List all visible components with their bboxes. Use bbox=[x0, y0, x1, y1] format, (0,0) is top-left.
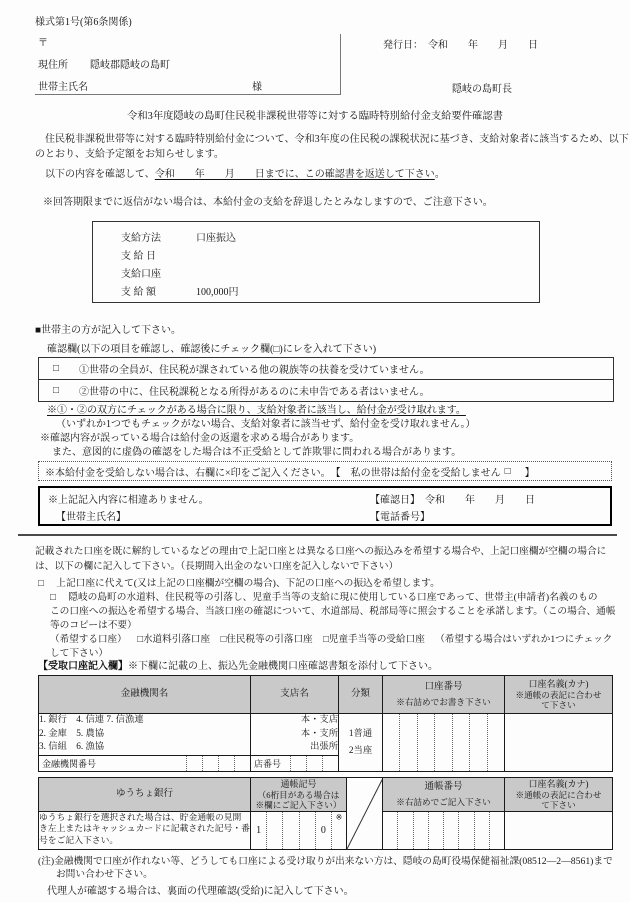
holder-header-line1: 口座名義(カナ) bbox=[528, 678, 589, 689]
deadline-suffix: 。 bbox=[434, 169, 445, 180]
section-divider bbox=[18, 534, 617, 536]
mayor-title: 隠岐の島町長 bbox=[452, 84, 512, 95]
phone-number-field[interactable]: 【電話番号】 bbox=[370, 512, 430, 523]
decline-bracket-close: 】 bbox=[514, 467, 535, 479]
deadline-underlined: 令和 年 月 日までに、この確認書を返送して下さい bbox=[154, 169, 435, 180]
decline-checkbox[interactable]: □ bbox=[504, 465, 511, 477]
existing-account-text: 隠岐の島町の水道料、住民税等の引落し、児童手当等の支給に現に使用している口座であって、世帯主(申請者)名義のもの bbox=[68, 592, 598, 603]
alt-account-paragraph-line2: は、以下の欄に記入して下さい。（長期間入出金のない口座を記入しないで下さい） bbox=[35, 561, 399, 572]
digit-slot[interactable] bbox=[458, 812, 473, 849]
payment-date-label: 支 給 日 bbox=[121, 251, 156, 262]
preferred-account-note-line2: して下さい） bbox=[50, 648, 109, 659]
error-return-note: ※確認内容が誤っている場合は給付金の返還を求める場合があります。 bbox=[40, 433, 360, 444]
accuracy-statement: ※上記記入内容に相違ありません。 bbox=[48, 495, 209, 506]
passbook-number-header-line2: ※右詰めでご記入下さい bbox=[396, 797, 491, 808]
branch-number-cell bbox=[251, 756, 339, 772]
account-number-header-line2: ※右詰めでお書き下さい bbox=[396, 697, 491, 708]
item1-text: ①世帯の全員が、住民税が課されている他の親族等の扶養を受けていません。 bbox=[79, 365, 430, 376]
alt-transfer-text: 上記口座に代えて(又は上記の口座欄が空欄の場合)、下記の口座への振込を希望します。 bbox=[56, 578, 440, 589]
yucho-holder-cell[interactable] bbox=[505, 812, 613, 850]
digit-slot[interactable] bbox=[428, 812, 443, 849]
existing-account-option bbox=[50, 592, 598, 604]
yucho-instruction-cell: ゆうちょ銀行を選択された場合は、貯金通帳の見開き左上またはキャッシュカードに記載された記号・番号をご記入下さい。 bbox=[39, 812, 251, 850]
issue-date: 発行日： 令和 年 月 日 bbox=[383, 40, 538, 51]
institution-options-cell[interactable] bbox=[39, 714, 251, 756]
passbook-symbol-slots[interactable] bbox=[251, 812, 346, 849]
digit-slot[interactable] bbox=[399, 714, 416, 771]
child-allowance-account-checkbox[interactable]: □ bbox=[323, 634, 329, 645]
contact-note-line2: お問い合わせ下さい。 bbox=[56, 869, 153, 880]
digit-slot[interactable] bbox=[413, 812, 428, 849]
institution-options-line3: 3. 信組 6. 漁協 bbox=[39, 742, 105, 753]
payment-method-label: 支給方法 bbox=[121, 233, 161, 244]
symbol-prefill-1[interactable]: 1 bbox=[256, 825, 262, 836]
passbook-number-cell bbox=[383, 812, 505, 850]
payment-method-value: 口座振込 bbox=[196, 233, 236, 244]
decline-box bbox=[38, 461, 612, 481]
tax-account-label: 住民税等の引落口座 bbox=[226, 634, 313, 645]
type-header-text: 分類 bbox=[350, 688, 370, 699]
household-head-section-heading: ■世帯主の方が記入して下さい。 bbox=[35, 325, 182, 336]
yucho-bank-header bbox=[39, 778, 251, 812]
branch-header bbox=[251, 676, 339, 714]
account-entry-caption-note: ※下欄に記載の上、振込先金融機関口座確認書類を添付して下さい。 bbox=[128, 661, 438, 672]
digit-slot[interactable] bbox=[452, 714, 469, 771]
account-type-current: 2当座 bbox=[348, 745, 373, 756]
confirmation-row-2 bbox=[39, 379, 613, 401]
digit-slot[interactable] bbox=[443, 812, 458, 849]
digit-slot[interactable] bbox=[218, 756, 234, 771]
digit-slot[interactable] bbox=[487, 714, 504, 771]
account-holder-cell[interactable] bbox=[505, 714, 613, 772]
payment-amount-value: 100,000円 bbox=[196, 287, 239, 298]
institution-header-text: 金融機関名 bbox=[120, 688, 169, 699]
passbook-symbol-cell bbox=[251, 812, 347, 850]
water-account-checkbox[interactable]: □ bbox=[137, 634, 143, 645]
digit-slot[interactable] bbox=[469, 714, 486, 771]
digit-slot[interactable] bbox=[322, 756, 338, 771]
digit-slot[interactable] bbox=[290, 756, 306, 771]
institution-options-line2: 2. 金庫 5. 農協 bbox=[39, 728, 105, 739]
digit-slot[interactable] bbox=[202, 756, 218, 771]
digit-slot[interactable] bbox=[306, 756, 322, 771]
symbol-slot[interactable] bbox=[299, 812, 315, 849]
digit-slot[interactable] bbox=[434, 714, 451, 771]
digit-slot[interactable] bbox=[234, 756, 250, 771]
passbook-number-header-line1: 通帳番号 bbox=[424, 781, 463, 792]
form-title: 令和3年度隠岐の島町住民税非課税世帯等に対する臨時特別給付金支給要件確認書 bbox=[127, 111, 503, 122]
existing-account-checkbox[interactable]: □ bbox=[50, 592, 56, 603]
account-number-header-line1: 口座番号 bbox=[424, 681, 463, 692]
confirmation-row-1 bbox=[39, 358, 613, 379]
holder-header-line2: ※通帳の表記に合わせ bbox=[515, 689, 602, 700]
contact-note-line1: (注)金融機関で口座が作れない等、どうしても口座による受け取りが出来ない方は、隠岐の島町役場保健福祉課(08512—2—8561)まで bbox=[38, 856, 613, 867]
institution-number-slots[interactable] bbox=[186, 756, 250, 771]
branch-options-cell[interactable] bbox=[251, 714, 339, 756]
yucho-holder-header-line2: ※通帳の表記に合わせ bbox=[515, 789, 602, 800]
payment-account-label: 支給口座 bbox=[121, 269, 161, 280]
branch-header-text: 支店名 bbox=[280, 688, 309, 699]
holder-header-line3: て下さい bbox=[541, 699, 576, 710]
institution-options-line1: 1. 銀行 4. 信連 7. 信漁連 bbox=[39, 715, 144, 726]
bank-account-table bbox=[38, 675, 613, 772]
yucho-bank-table bbox=[38, 777, 613, 850]
confirm-column-note: 確認欄(以下の項目を確認し、確認後にチェック欄(□)にレを入れて下さい) bbox=[47, 344, 377, 355]
deadline-prefix: 以下の内容を確認して、 bbox=[35, 169, 155, 180]
payment-summary-box bbox=[92, 221, 540, 303]
symbol-slot[interactable] bbox=[266, 812, 282, 849]
decline-bracket: 【 私の世帯は給付金を受給しません bbox=[330, 467, 501, 479]
account-entry-caption-title: 【受取口座記入欄】 bbox=[38, 661, 128, 672]
payment-amount-label: 支 給 額 bbox=[121, 287, 156, 298]
symbol-asterisk-cell[interactable]: ※ bbox=[331, 812, 346, 849]
form-number: 様式第1号(第6条関係) bbox=[35, 17, 132, 28]
digit-slot[interactable] bbox=[383, 714, 399, 771]
yucho-bank-name: ゆうちょ銀行 bbox=[115, 788, 173, 799]
passbook-symbol-header-line1: 通帳記号 bbox=[280, 778, 317, 789]
address-block bbox=[35, 34, 341, 95]
intro-paragraph-line2: のとおり、支給予定額をお知らせします。 bbox=[35, 149, 224, 160]
item2-checkbox[interactable]: □ bbox=[53, 385, 60, 396]
digit-slot[interactable] bbox=[417, 714, 434, 771]
postal-mark: 〒 bbox=[38, 38, 48, 49]
digit-slot[interactable] bbox=[186, 756, 202, 771]
passbook-number-header bbox=[383, 778, 505, 812]
unchecked-note: （いずれか1つでもチェックがない場合、支給対象者に該当せず、給付金を受け取れません。） bbox=[56, 419, 476, 430]
digit-slot[interactable] bbox=[397, 812, 412, 849]
holder-header bbox=[505, 676, 613, 714]
account-number-cell bbox=[383, 714, 505, 772]
account-type-cell[interactable] bbox=[339, 714, 383, 772]
water-account-label: 水道料引落口座 bbox=[142, 634, 211, 645]
child-allowance-account-label: 児童手当等の受給口座 bbox=[328, 634, 425, 645]
consent-text-line1: この口座への振込を希望する場合、当該口座の確認について、水道部局、税部局等に照会することを承諾します。（この場合、通帳 bbox=[50, 606, 616, 617]
fraud-warning-note: また、意図的に虚偽の確認をした場合は不正受給として詐欺罪に問われる場合があります。 bbox=[52, 447, 462, 458]
account-number-slots[interactable] bbox=[383, 714, 504, 771]
consent-text-line2: 等のコピーは不要） bbox=[50, 620, 137, 631]
branch-number-label: 店番号 bbox=[254, 759, 282, 769]
yucho-holder-header-line1: 口座名義(カナ) bbox=[528, 778, 589, 789]
preferred-account-line bbox=[50, 634, 612, 646]
alt-transfer-option bbox=[38, 578, 440, 590]
alt-account-paragraph-line1: 記載された口座を既に解約しているなどの理由で上記口座とは異なる口座への振込みを希望する場合や、上記口座欄が空欄の場合に bbox=[35, 546, 607, 557]
current-address-value: 隠岐郡隠岐の島町 bbox=[90, 60, 170, 71]
item2-text: ②世帯の中に、住民税課税となる所得があるのに未申告である者はいません。 bbox=[79, 387, 430, 398]
preferred-account-label: （希望する口座） bbox=[50, 634, 127, 645]
type-header bbox=[339, 676, 383, 714]
household-head-name-field[interactable]: 【世帯主氏名】 bbox=[56, 512, 126, 523]
honorific: 様 bbox=[252, 82, 262, 93]
digit-slot[interactable] bbox=[383, 812, 397, 849]
passbook-symbol-header-line2: （6桁目がある場合は bbox=[257, 789, 340, 800]
branch-number-slots[interactable] bbox=[290, 756, 338, 771]
passbook-number-slots[interactable] bbox=[383, 812, 504, 849]
passbook-symbol-header bbox=[251, 778, 347, 812]
decline-text: ※本給付金を受給しない場合は、右欄に×印をご記入ください。 bbox=[45, 467, 331, 479]
branch-options-line2: 本・支所 bbox=[300, 728, 338, 739]
symbol-prefill-0[interactable]: 0 bbox=[315, 812, 331, 849]
yucho-holder-header bbox=[505, 778, 613, 812]
diagonal-cell bbox=[347, 778, 383, 850]
account-entry-caption bbox=[38, 661, 438, 673]
passbook-symbol-header-line3: ※欄にご記入下さい） bbox=[255, 799, 342, 810]
confirmation-table bbox=[38, 357, 614, 402]
diagonal-line-icon bbox=[347, 778, 383, 849]
digit-slot[interactable] bbox=[489, 812, 504, 849]
tax-account-checkbox[interactable]: □ bbox=[220, 634, 227, 645]
both-checked-note: ※①・②の双方にチェックがある場合に限り、支給対象者に該当し、給付金が受け取れます。 bbox=[47, 405, 466, 416]
branch-options-line3: 出張所 bbox=[310, 742, 338, 753]
intro-paragraph-line1: 住民税非課税世帯等に対する臨時特別給付金について、令和3年度の住民税の課税状況に基づき、支給対象者に該当するため、以下 bbox=[35, 134, 629, 145]
institution-number-label: 金融機関番号 bbox=[42, 759, 97, 769]
institution-number-cell bbox=[39, 756, 251, 772]
alt-transfer-checkbox[interactable]: □ bbox=[38, 578, 44, 589]
return-deadline-sentence bbox=[35, 169, 445, 181]
signature-box bbox=[38, 486, 612, 526]
account-type-ordinary: 1普通 bbox=[348, 728, 373, 739]
confirm-date-label[interactable]: 【確認日】 令和 年 月 日 bbox=[370, 495, 535, 506]
preferred-account-note-line1: （希望する場合はいずれか1つにチェック bbox=[435, 634, 613, 645]
symbol-slot[interactable] bbox=[282, 812, 298, 849]
proxy-note: 代理人が確認する場合は、裏面の代理確認(受給)に記入して下さい。 bbox=[47, 886, 354, 897]
household-head-label: 世帯主氏名 bbox=[38, 82, 88, 93]
account-number-header bbox=[383, 676, 505, 714]
item1-checkbox[interactable]: □ bbox=[53, 363, 60, 374]
digit-slot[interactable] bbox=[474, 812, 489, 849]
institution-header bbox=[39, 676, 251, 714]
reply-warning: ※回答期限までに返信がない場合は、本給付金の支給を辞退したとみなしますので、ご注意下さい。 bbox=[43, 197, 493, 208]
yucho-holder-header-line3: て下さい bbox=[541, 799, 576, 810]
branch-options-line1: 本・支店 bbox=[300, 715, 338, 726]
current-address-label: 現住所 bbox=[38, 60, 68, 71]
